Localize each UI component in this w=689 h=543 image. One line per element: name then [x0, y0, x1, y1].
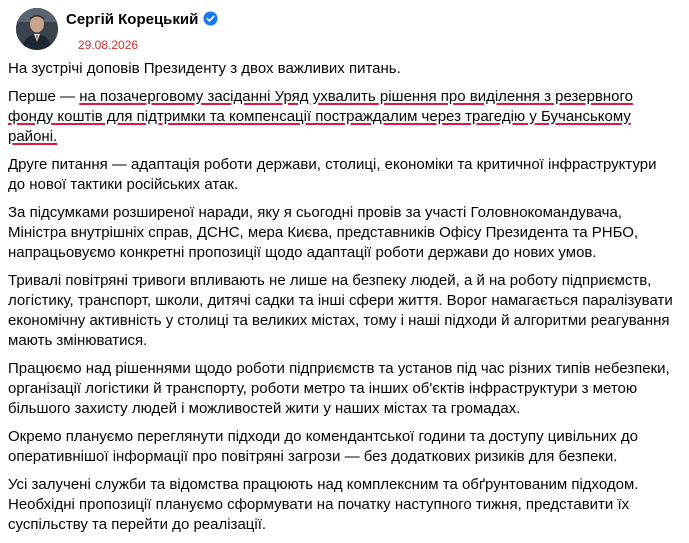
paragraph-4: За підсумками розширеної наради, яку я сьогодні провів за участі Головнокомандувача, Міністра внутрішніх справ, ДСНС, мера Києва, представників Офісу Президента та РНБО, напрацьовуємо конкретні пропозиції щодо адаптації роботи держави до нових умов. — [8, 204, 639, 261]
author-name-text: Сергій Корецький — [66, 11, 199, 28]
paragraph-7: Окремо плануємо переглянути підходи до комендантської години та доступу цивільних до оперативнішої інформації про повітряні загрози — без додаткових ризиків для безпеки. — [8, 428, 639, 465]
paragraph-6: Працюємо над рішеннями щодо роботи підприємств та установ під час різних типів небезпеки, організації логістики й транспорту, роботи метро та інших об'єктів інфраструктури з метою більшого захисту людей і можливостей жити у наших містах та громадах. — [8, 360, 670, 417]
author-name[interactable] — [66, 11, 218, 29]
paragraph-2-lead: Перше — — [8, 88, 80, 105]
post-body — [8, 59, 676, 543]
paragraph-2 — [8, 87, 676, 147]
verified-badge-icon — [203, 11, 218, 26]
highlighted-text: на позачерговому засіданні Уряд ухвалить рішення про виділення з резервного фонду коштів для підтримки та компенсації постраждалим через трагедію у Бучанському районі. — [8, 88, 633, 145]
paragraph-3: Друге питання — адаптація роботи держави, столиці, економіки та критичної інфраструктури до нової тактики російських атак. — [8, 156, 657, 193]
post-date[interactable]: 29.08.2026 — [78, 38, 139, 52]
author-avatar[interactable] — [16, 8, 58, 50]
paragraph-5: Тривалі повітряні тривоги впливають не лише на безпеку людей, а й на роботу підприємств, логістику, транспорт, школи, дитячі садки та інші сфери життя. Ворог намагається паралізувати економічну активність у столиці та великих містах, тому і наші підходи й алгоритми реагування мають змінюватися. — [8, 272, 673, 349]
avatar-photo-icon — [16, 8, 58, 50]
paragraph-1: На зустрічі доповів Президенту з двох важливих питань. — [8, 60, 401, 77]
paragraph-8: Усі залучені служби та відомства працюють над комплексним та обґрунтованим підходом. Необхідні пропозиції плануємо сформувати на початку наступного тижня, представити їх суспільству та перейти до реалізації. — [8, 476, 639, 533]
post-header — [8, 0, 679, 58]
